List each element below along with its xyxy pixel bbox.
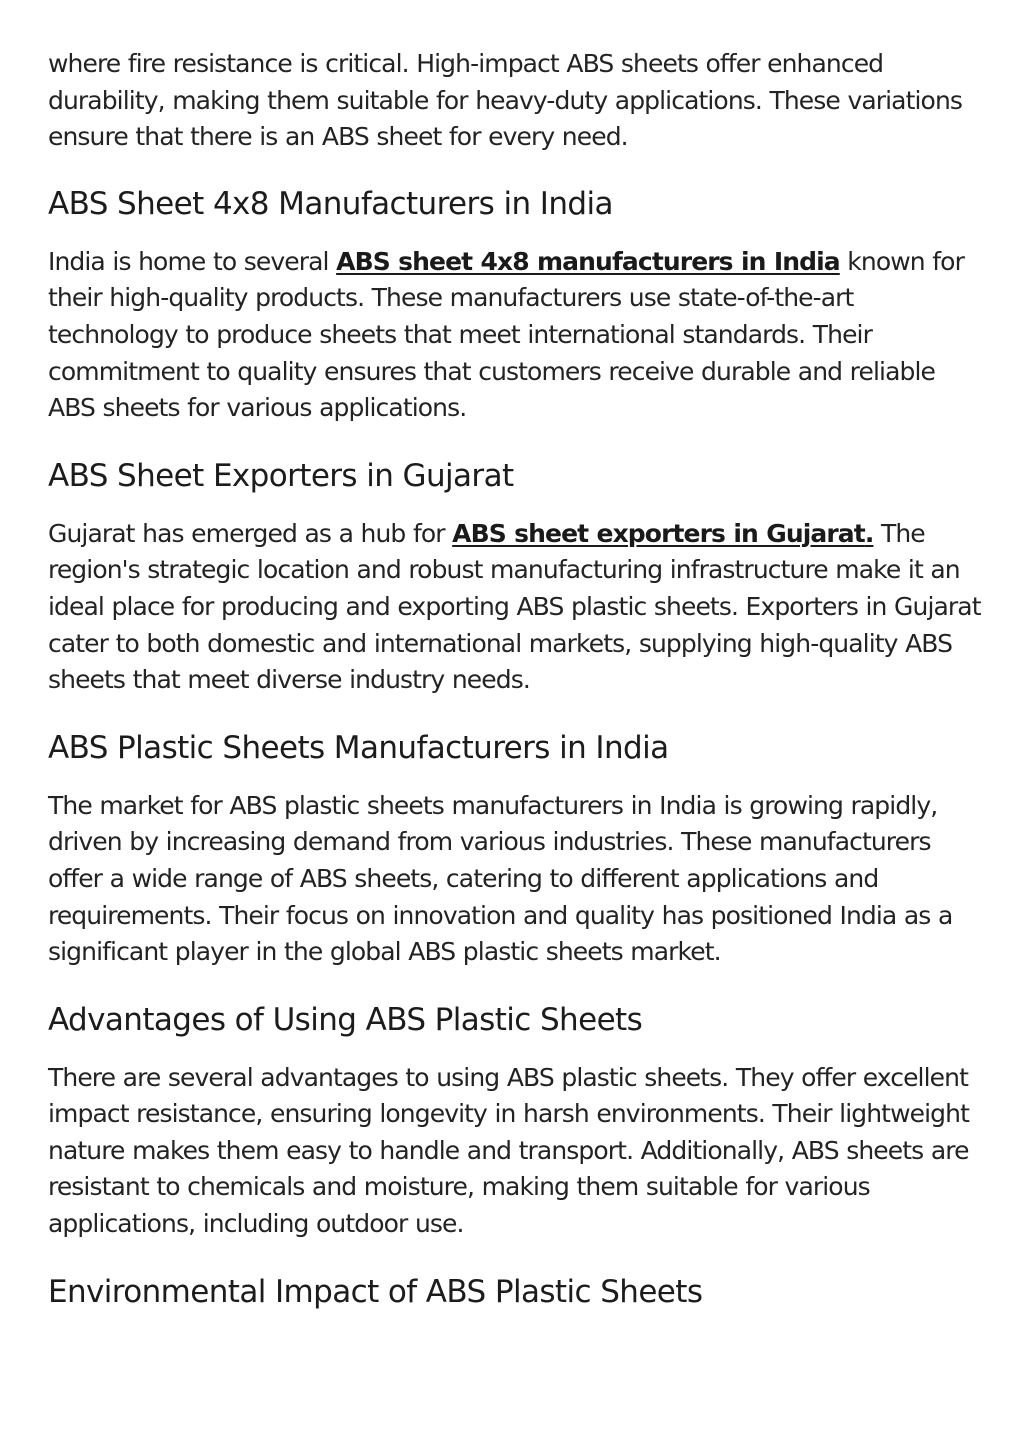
heading-advantages-abs-plastic-sheets: Advantages of Using ABS Plastic Sheets (48, 1001, 643, 1038)
paragraph-advantages-abs-plastic-sheets: There are several advantages to using ABS plastic sheets. They offer excellent impact resistance, ensuring longevity in harsh environments. Their lightweight nature makes them easy to handle and transport. Additionally, ABS sheets are resistant to chemicals and moisture, making them suitable for various applications, including outdoor use. (48, 1062, 969, 1239)
heading-environmental-impact: Environmental Impact of ABS Plastic Sheets (48, 1273, 703, 1310)
intro-paragraph: where fire resistance is critical. High-impact ABS sheets offer enhanced durability, making them suitable for heavy-duty applications. These variations ensure that there is an ABS sheet for every need. (48, 49, 963, 152)
paragraph-abs-sheet-exporters-gujarat (48, 516, 988, 699)
paragraph-text: The region's strategic location and robust manufacturing infrastructure make it an ideal place for producing and exporting ABS plastic sheets. Exporters in Gujarat cater to both domestic and international markets, supplying high-quality ABS sheets that meet diverse industry needs. (48, 518, 981, 695)
link-abs-sheet-exporters-gujarat[interactable]: ABS sheet exporters in Gujarat (452, 518, 865, 548)
heading-abs-sheet-4x8-manufacturers: ABS Sheet 4x8 Manufacturers in India (48, 185, 613, 222)
heading-abs-plastic-sheets-manufacturers: ABS Plastic Sheets Manufacturers in India (48, 729, 669, 766)
paragraph-text: known for their high-quality products. These manufacturers use state-of-the-art technology to produce sheets that meet international standards. Their commitment to quality ensures that customers receive durable and reliable ABS sheets for various applications. (48, 246, 964, 423)
paragraph-abs-plastic-sheets-manufacturers: The market for ABS plastic sheets manufacturers in India is growing rapidly, driven by increasing demand from various industries. These manufacturers offer a wide range of ABS sheets, catering to different applications and requirements. Their focus on innovation and quality has positioned India as a significant player in the global ABS plastic sheets market. (48, 790, 953, 967)
heading-abs-sheet-exporters-gujarat: ABS Sheet Exporters in Gujarat (48, 457, 514, 494)
paragraph-abs-sheet-4x8-manufacturers (48, 244, 988, 427)
document-page (48, 46, 988, 1332)
link-period[interactable]: . (864, 518, 874, 548)
paragraph-text: Gujarat has emerged as a hub for (48, 518, 453, 548)
paragraph-text: India is home to several (48, 246, 337, 276)
link-abs-sheet-4x8-manufacturers[interactable]: ABS sheet 4x8 manufacturers in India (336, 246, 840, 276)
